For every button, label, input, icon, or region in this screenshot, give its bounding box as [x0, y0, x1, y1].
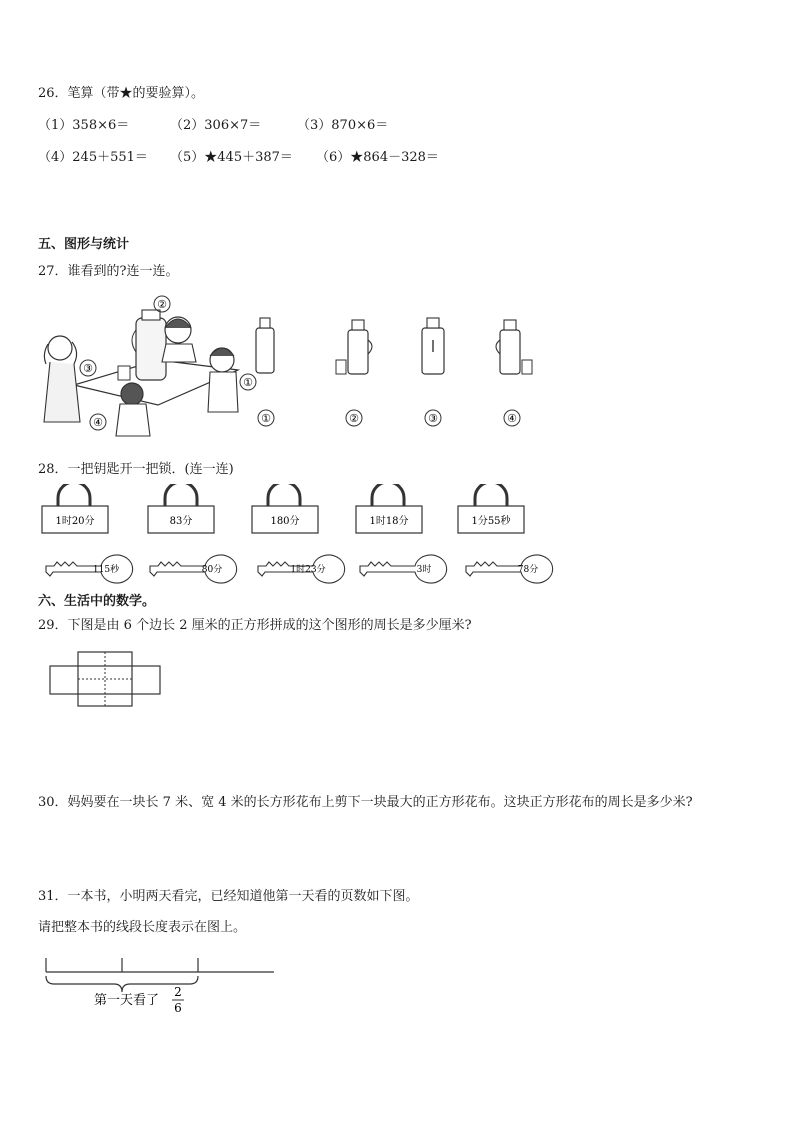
- q27-view-options: [250, 310, 550, 435]
- person-front-icon: [116, 383, 150, 436]
- view-label-2: ②: [349, 412, 359, 425]
- scene-cup-icon: [118, 366, 130, 380]
- person-right-icon: [208, 348, 238, 412]
- q31-segment-diagram: [38, 950, 288, 1020]
- q31-subtitle: 请把整本书的线段长度表示在图上。: [38, 920, 247, 935]
- key-1-label: 115秒: [92, 565, 120, 575]
- lock-1-icon: [42, 484, 108, 533]
- q29-title: 29．下图是由 6 个边长 2 厘米的正方形拼成的这个图形的周长是多少厘米?: [38, 618, 472, 633]
- key-4-icon: [360, 555, 447, 583]
- q28-locks-and-keys: [38, 484, 558, 589]
- q26-title: 26．笔算（带★的要验算）。: [38, 86, 205, 101]
- view-label-3: ③: [428, 412, 438, 425]
- view-label-4: ④: [507, 412, 517, 425]
- scene-label-1: ①: [243, 376, 253, 389]
- key-1-icon: [46, 555, 133, 583]
- lock-4-label: 1时18分: [369, 516, 409, 527]
- section-5-title: 五、图形与统计: [38, 237, 130, 252]
- lock-4-icon: [356, 484, 422, 533]
- q28-title: 28．一把钥匙开一把锁．(连一连): [38, 462, 234, 477]
- key-3-icon: [258, 555, 345, 583]
- fraction-denominator: 6: [174, 1001, 182, 1015]
- q26-item-2: （2）306×7＝: [170, 118, 262, 133]
- q27-scene-illustration: [38, 290, 268, 440]
- scene-label-2: ②: [157, 298, 167, 311]
- q26-item-5: （5）★445＋387＝: [170, 150, 293, 165]
- lock-2-label: 83分: [169, 516, 193, 527]
- view-2-thermos-icon: [336, 320, 372, 374]
- scene-label-3: ③: [83, 362, 93, 375]
- lock-5-icon: [458, 484, 524, 533]
- q26-item-1: （1）358×6＝: [38, 118, 130, 133]
- view-4-thermos-icon: [496, 320, 532, 374]
- lock-5-label: 1分55秒: [471, 516, 511, 527]
- fraction-numerator: 2: [174, 985, 182, 999]
- view-3-thermos-icon: [422, 318, 444, 374]
- view-label-1: ①: [261, 412, 271, 425]
- q31-title: 31．一本书，小明两天看完，已经知道他第一天看的页数如下图。: [38, 889, 419, 904]
- key-3-label: 1时23分: [290, 565, 326, 575]
- key-2-label: 80分: [201, 565, 223, 575]
- view-1-thermos-icon: [256, 318, 274, 373]
- q30-title: 30．妈妈要在一块长 7 米、宽 4 米的长方形花布上剪下一块最大的正方形花布。这块正方形花布的周长是多少米?: [38, 795, 693, 810]
- person-left-icon: [44, 336, 80, 422]
- scene-thermos-icon: [132, 310, 166, 380]
- q26-item-6: （6）★864－328＝: [316, 150, 439, 165]
- q26-item-3: （3）870×6＝: [297, 118, 389, 133]
- lock-3-label: 180分: [270, 516, 300, 527]
- lock-2-icon: [148, 484, 214, 533]
- q26-item-4: （4）245＋551＝: [38, 150, 148, 165]
- scene-label-4: ④: [93, 416, 103, 429]
- key-5-label: 78分: [517, 565, 539, 575]
- person-back-icon: [162, 317, 196, 362]
- lock-1-label: 1时20分: [55, 516, 95, 527]
- section-6-title: 六、生活中的数学。: [38, 594, 156, 609]
- lock-3-icon: [252, 484, 318, 533]
- key-4-label: 3时: [416, 565, 432, 575]
- q29-squares-figure: [46, 650, 166, 710]
- q27-title: 27．谁看到的?连一连。: [38, 264, 179, 279]
- key-5-icon: [466, 555, 553, 583]
- key-2-icon: [150, 555, 237, 583]
- brace-label: 第一天看了: [94, 993, 160, 1008]
